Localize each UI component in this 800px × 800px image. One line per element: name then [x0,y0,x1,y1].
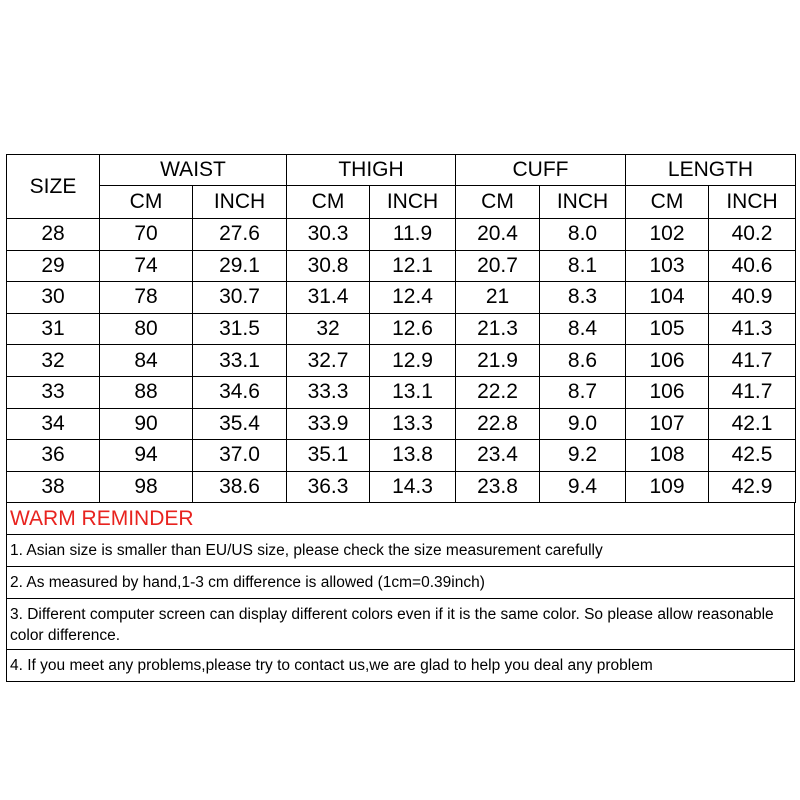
table-cell: 8.0 [540,219,626,251]
table-cell: 36.3 [287,471,370,503]
table-cell: 30.3 [287,219,370,251]
table-cell: 107 [626,408,709,440]
table-cell: 8.7 [540,376,626,408]
table-cell: 41.7 [709,345,796,377]
table-cell: 27.6 [193,219,287,251]
reminder-note-3: 3. Different computer screen can display different colors even if it is the same color. So please allow reasonable color difference. [7,599,794,650]
table-cell: 9.0 [540,408,626,440]
table-cell: 32 [287,313,370,345]
table-cell: 33 [7,376,100,408]
cuff-cm-header: CM [456,186,540,219]
table-cell: 108 [626,440,709,472]
table-cell: 80 [100,313,193,345]
table-cell: 12.6 [370,313,456,345]
table-cell: 38 [7,471,100,503]
table-cell: 38.6 [193,471,287,503]
size-header: SIZE [7,155,100,219]
table-cell: 22.8 [456,408,540,440]
table-cell: 11.9 [370,219,456,251]
length-cm-header: CM [626,186,709,219]
table-cell: 31.4 [287,282,370,314]
table-cell: 13.1 [370,376,456,408]
table-cell: 29.1 [193,250,287,282]
table-header-row [7,155,796,186]
table-row [7,376,796,408]
table-cell: 42.9 [709,471,796,503]
table-cell: 33.1 [193,345,287,377]
table-cell: 41.7 [709,376,796,408]
table-cell: 78 [100,282,193,314]
table-cell: 103 [626,250,709,282]
table-row [7,250,796,282]
reminder-note-1: 1. Asian size is smaller than EU/US size, please check the size measurement carefully [7,535,794,567]
warm-reminder-title: WARM REMINDER [7,503,794,535]
table-row [7,471,796,503]
table-cell: 42.1 [709,408,796,440]
table-row [7,219,796,251]
table-cell: 40.9 [709,282,796,314]
table-cell: 106 [626,345,709,377]
length-inch-header: INCH [709,186,796,219]
thigh-header: THIGH [287,155,456,186]
table-row [7,282,796,314]
table-cell: 109 [626,471,709,503]
table-cell: 30.7 [193,282,287,314]
table-cell: 88 [100,376,193,408]
table-cell: 35.4 [193,408,287,440]
table-cell: 21 [456,282,540,314]
table-cell: 104 [626,282,709,314]
table-cell: 98 [100,471,193,503]
length-header: LENGTH [626,155,796,186]
table-cell: 33.9 [287,408,370,440]
table-cell: 40.2 [709,219,796,251]
table-cell: 105 [626,313,709,345]
table-cell: 8.6 [540,345,626,377]
table-cell: 30 [7,282,100,314]
table-cell: 21.3 [456,313,540,345]
table-unit-row [7,186,796,219]
table-cell: 34.6 [193,376,287,408]
table-cell: 70 [100,219,193,251]
table-cell: 23.8 [456,471,540,503]
table-cell: 90 [100,408,193,440]
table-cell: 29 [7,250,100,282]
warm-reminder-section [6,503,795,682]
table-row [7,440,796,472]
table-cell: 42.5 [709,440,796,472]
table-cell: 31 [7,313,100,345]
table-cell: 12.1 [370,250,456,282]
table-cell: 36 [7,440,100,472]
size-chart-document [6,154,795,682]
table-cell: 102 [626,219,709,251]
table-cell: 8.3 [540,282,626,314]
table-cell: 31.5 [193,313,287,345]
table-cell: 22.2 [456,376,540,408]
table-cell: 20.7 [456,250,540,282]
table-cell: 14.3 [370,471,456,503]
table-cell: 106 [626,376,709,408]
table-cell: 35.1 [287,440,370,472]
table-cell: 9.2 [540,440,626,472]
table-cell: 33.3 [287,376,370,408]
table-cell: 9.4 [540,471,626,503]
table-cell: 28 [7,219,100,251]
table-cell: 34 [7,408,100,440]
thigh-cm-header: CM [287,186,370,219]
table-cell: 20.4 [456,219,540,251]
table-row [7,313,796,345]
cuff-inch-header: INCH [540,186,626,219]
table-cell: 84 [100,345,193,377]
table-cell: 41.3 [709,313,796,345]
table-cell: 30.8 [287,250,370,282]
reminder-note-4: 4. If you meet any problems,please try to contact us,we are glad to help you deal any problem [10,657,653,675]
table-cell: 32 [7,345,100,377]
table-cell: 12.4 [370,282,456,314]
table-cell: 40.6 [709,250,796,282]
thigh-inch-header: INCH [370,186,456,219]
cuff-header: CUFF [456,155,626,186]
table-cell: 13.8 [370,440,456,472]
table-cell: 32.7 [287,345,370,377]
waist-cm-header: CM [100,186,193,219]
table-cell: 8.1 [540,250,626,282]
table-row [7,345,796,377]
table-cell: 21.9 [456,345,540,377]
table-row [7,408,796,440]
size-table [6,154,796,503]
reminder-note-2: 2. As measured by hand,1-3 cm difference is allowed (1cm=0.39inch) [7,567,794,599]
table-cell: 23.4 [456,440,540,472]
table-cell: 13.3 [370,408,456,440]
waist-header: WAIST [100,155,287,186]
table-cell: 37.0 [193,440,287,472]
table-cell: 12.9 [370,345,456,377]
table-cell: 74 [100,250,193,282]
table-cell: 94 [100,440,193,472]
waist-inch-header: INCH [193,186,287,219]
table-cell: 8.4 [540,313,626,345]
